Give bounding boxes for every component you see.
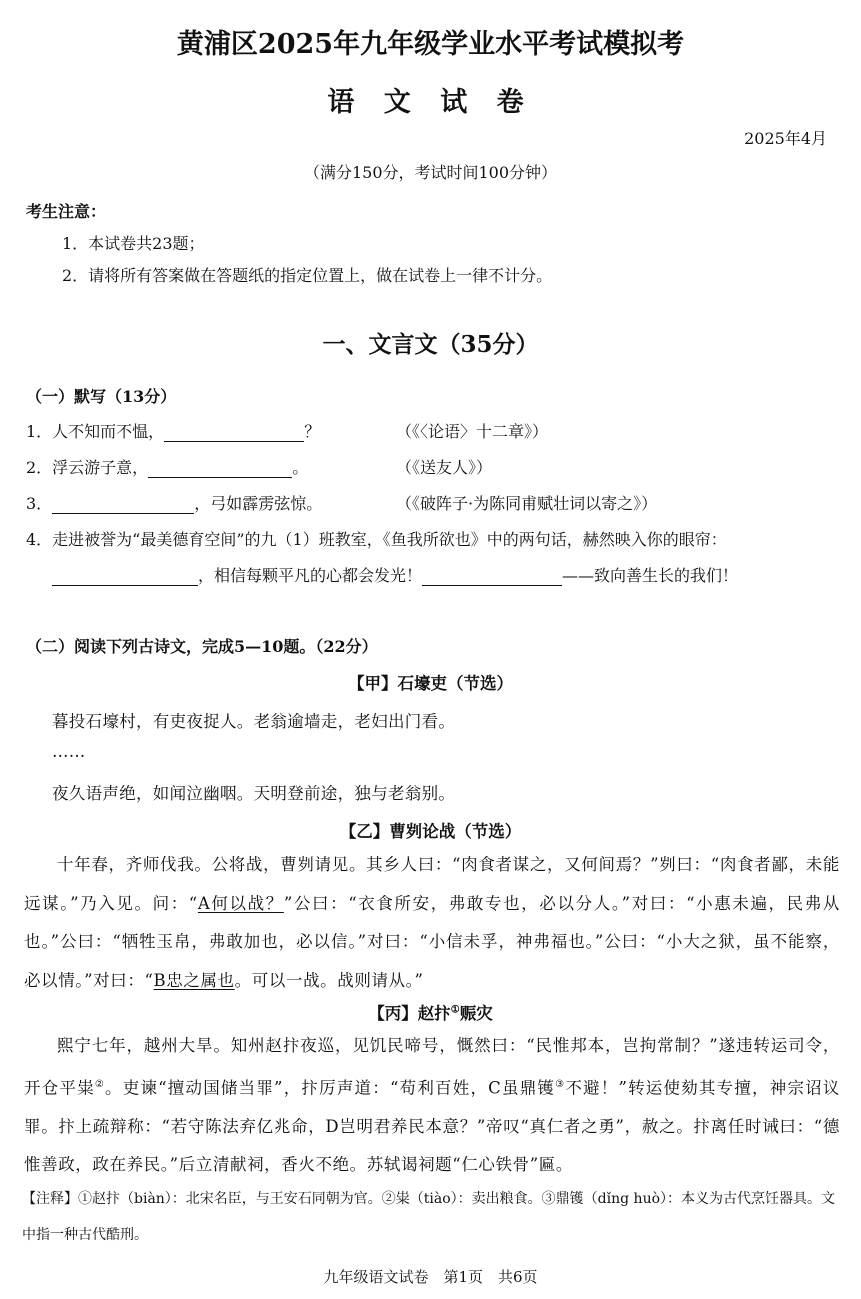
bing-part-2: 。吏谏“擅动国储当罪”，抃厉声道：“苟利百姓，C虽鼎镬 — [105, 1078, 556, 1097]
notice-item-1: 1．本试卷共23题； — [62, 234, 205, 253]
q1-end: ？ — [304, 422, 321, 441]
passage-jia-title: 【甲】石壕吏（节选） — [348, 674, 513, 693]
yi-part-1: 十年春，齐师伐我。公将战，曹刿请见。其乡人曰：“肉食者谋之，又何间焉？”刿曰：“肉食者鄙，未能远谋。”乃入见。问：“ — [24, 855, 840, 913]
q3-end: ，弓如霹雳弦惊。 — [194, 494, 323, 513]
question-4: 4．走进被誉为“最美德育空间”的九（1）班教室，《鱼我所欲也》中的两句话，赫然映入你的眼帘： — [26, 530, 727, 549]
passage-jia-line-1: 暮投石壕村，有吏夜捉人。老翁逾墙走，老妇出门看。 — [52, 712, 456, 731]
question-1 — [26, 419, 320, 442]
page-footer: 九年级语文试卷 第1页 共6页 — [323, 1268, 538, 1286]
bing-title-pre: 【丙】赵抃 — [368, 1004, 451, 1023]
yi-part-2: ”公曰：“衣食所安，弗敢专也，必以分人。”对曰：“小惠未遍，民弗从也。”公曰：“牺牲玉帛，弗敢加也，必以信。”对曰：“小信未孚，神弗福也。”公曰：“小大之狱，虽不能察，必以情。”对曰：“ — [24, 893, 840, 990]
notice-item-2: 2．请将所有答案做在答题纸的指定位置上，做在试卷上一律不计分。 — [62, 266, 553, 285]
bing-title-sup: ① — [450, 1004, 460, 1016]
q1-blank[interactable] — [164, 425, 304, 442]
bing-sup-2: ② — [94, 1078, 106, 1090]
bing-sup-3: ③ — [555, 1078, 566, 1090]
q2-text: 2．浮云游子意， — [26, 458, 149, 477]
q1-text: 1．人不知而不愠， — [26, 422, 165, 441]
yi-sentence-b: B忠之属也 — [153, 970, 235, 990]
q4-end: ——致向善生长的我们！ — [562, 566, 739, 585]
bing-part-1: 熙宁七年，越州大旱。知州赵抃夜巡，见饥民啼号，慨然曰：“民惟邦本，岂拘常制？”遂违转运司令，开仓平粜 — [24, 1036, 840, 1097]
score-info: （满分150分，考试时间100分钟） — [303, 163, 558, 182]
bing-title-post: 赈灾 — [459, 1004, 493, 1023]
q3-blank[interactable] — [52, 497, 194, 514]
annotation-note: 【注释】①赵抃（biàn）：北宋名臣，与王安石同朝为官。②粜（tiào）：卖出粮食。③鼎镬（dǐng huò）：本义为古代烹饪器具。文中指一种古代酷刑。 — [22, 1191, 836, 1243]
passage-jia-ellipsis: …… — [52, 742, 86, 761]
passage-jia-line-2: 夜久语声绝，如闻泣幽咽。天明登前途，独与老翁别。 — [52, 784, 456, 803]
exam-subtitle: 语 文 试 卷 — [327, 87, 534, 118]
bing-part-3: 不避！”转运使劾其专擅，神宗诏议罪。抃上疏辩称：“若守陈法弃亿兆命，D岂明君养民本意？”帝叹“真仁者之勇”，赦之。抃离任时诫曰：“德惟善政，政在养民。”后立清献祠，香火不绝。苏轼谒祠题“仁心铁骨”匾。 — [24, 1078, 840, 1174]
q4-blank-1[interactable] — [52, 569, 198, 586]
question-2 — [26, 455, 308, 478]
q2-source: （《送友人》） — [396, 458, 493, 477]
q3-text: 3． — [26, 494, 53, 513]
q4-mid: ，相信每颗平凡的心都会发光！ — [198, 566, 423, 585]
q3-source: （《破阵子·为陈同甫赋壮词以寄之》） — [396, 494, 658, 513]
section-title: 一、文言文（35分） — [322, 331, 539, 358]
q2-end: 。 — [292, 458, 309, 477]
passage-bing-title — [0, 1000, 861, 1024]
passage-yi-text — [24, 846, 840, 1000]
yi-sentence-a: A何以战？ — [197, 893, 284, 913]
exam-title: 黄浦区2025年九年级学业水平考试模拟考 — [176, 29, 685, 60]
q1-source: （《〈论语〉十二章》） — [396, 422, 549, 441]
part1-heading: （一）默写（13分） — [26, 387, 177, 406]
passage-bing-text — [24, 1027, 840, 1185]
question-3 — [26, 491, 322, 514]
exam-date: 2025年4月 — [744, 129, 827, 148]
q2-blank[interactable] — [148, 461, 292, 478]
part2-heading: （二）阅读下列古诗文，完成5—10题。（22分） — [26, 637, 378, 656]
q4-blank-2[interactable] — [422, 569, 562, 586]
notice-heading: 考生注意： — [26, 202, 107, 221]
yi-part-3: 。可以一战。战则请从。” — [234, 970, 424, 990]
question-4-blanks — [52, 563, 738, 586]
passage-yi-title: 【乙】曹刿论战（节选） — [339, 822, 522, 841]
